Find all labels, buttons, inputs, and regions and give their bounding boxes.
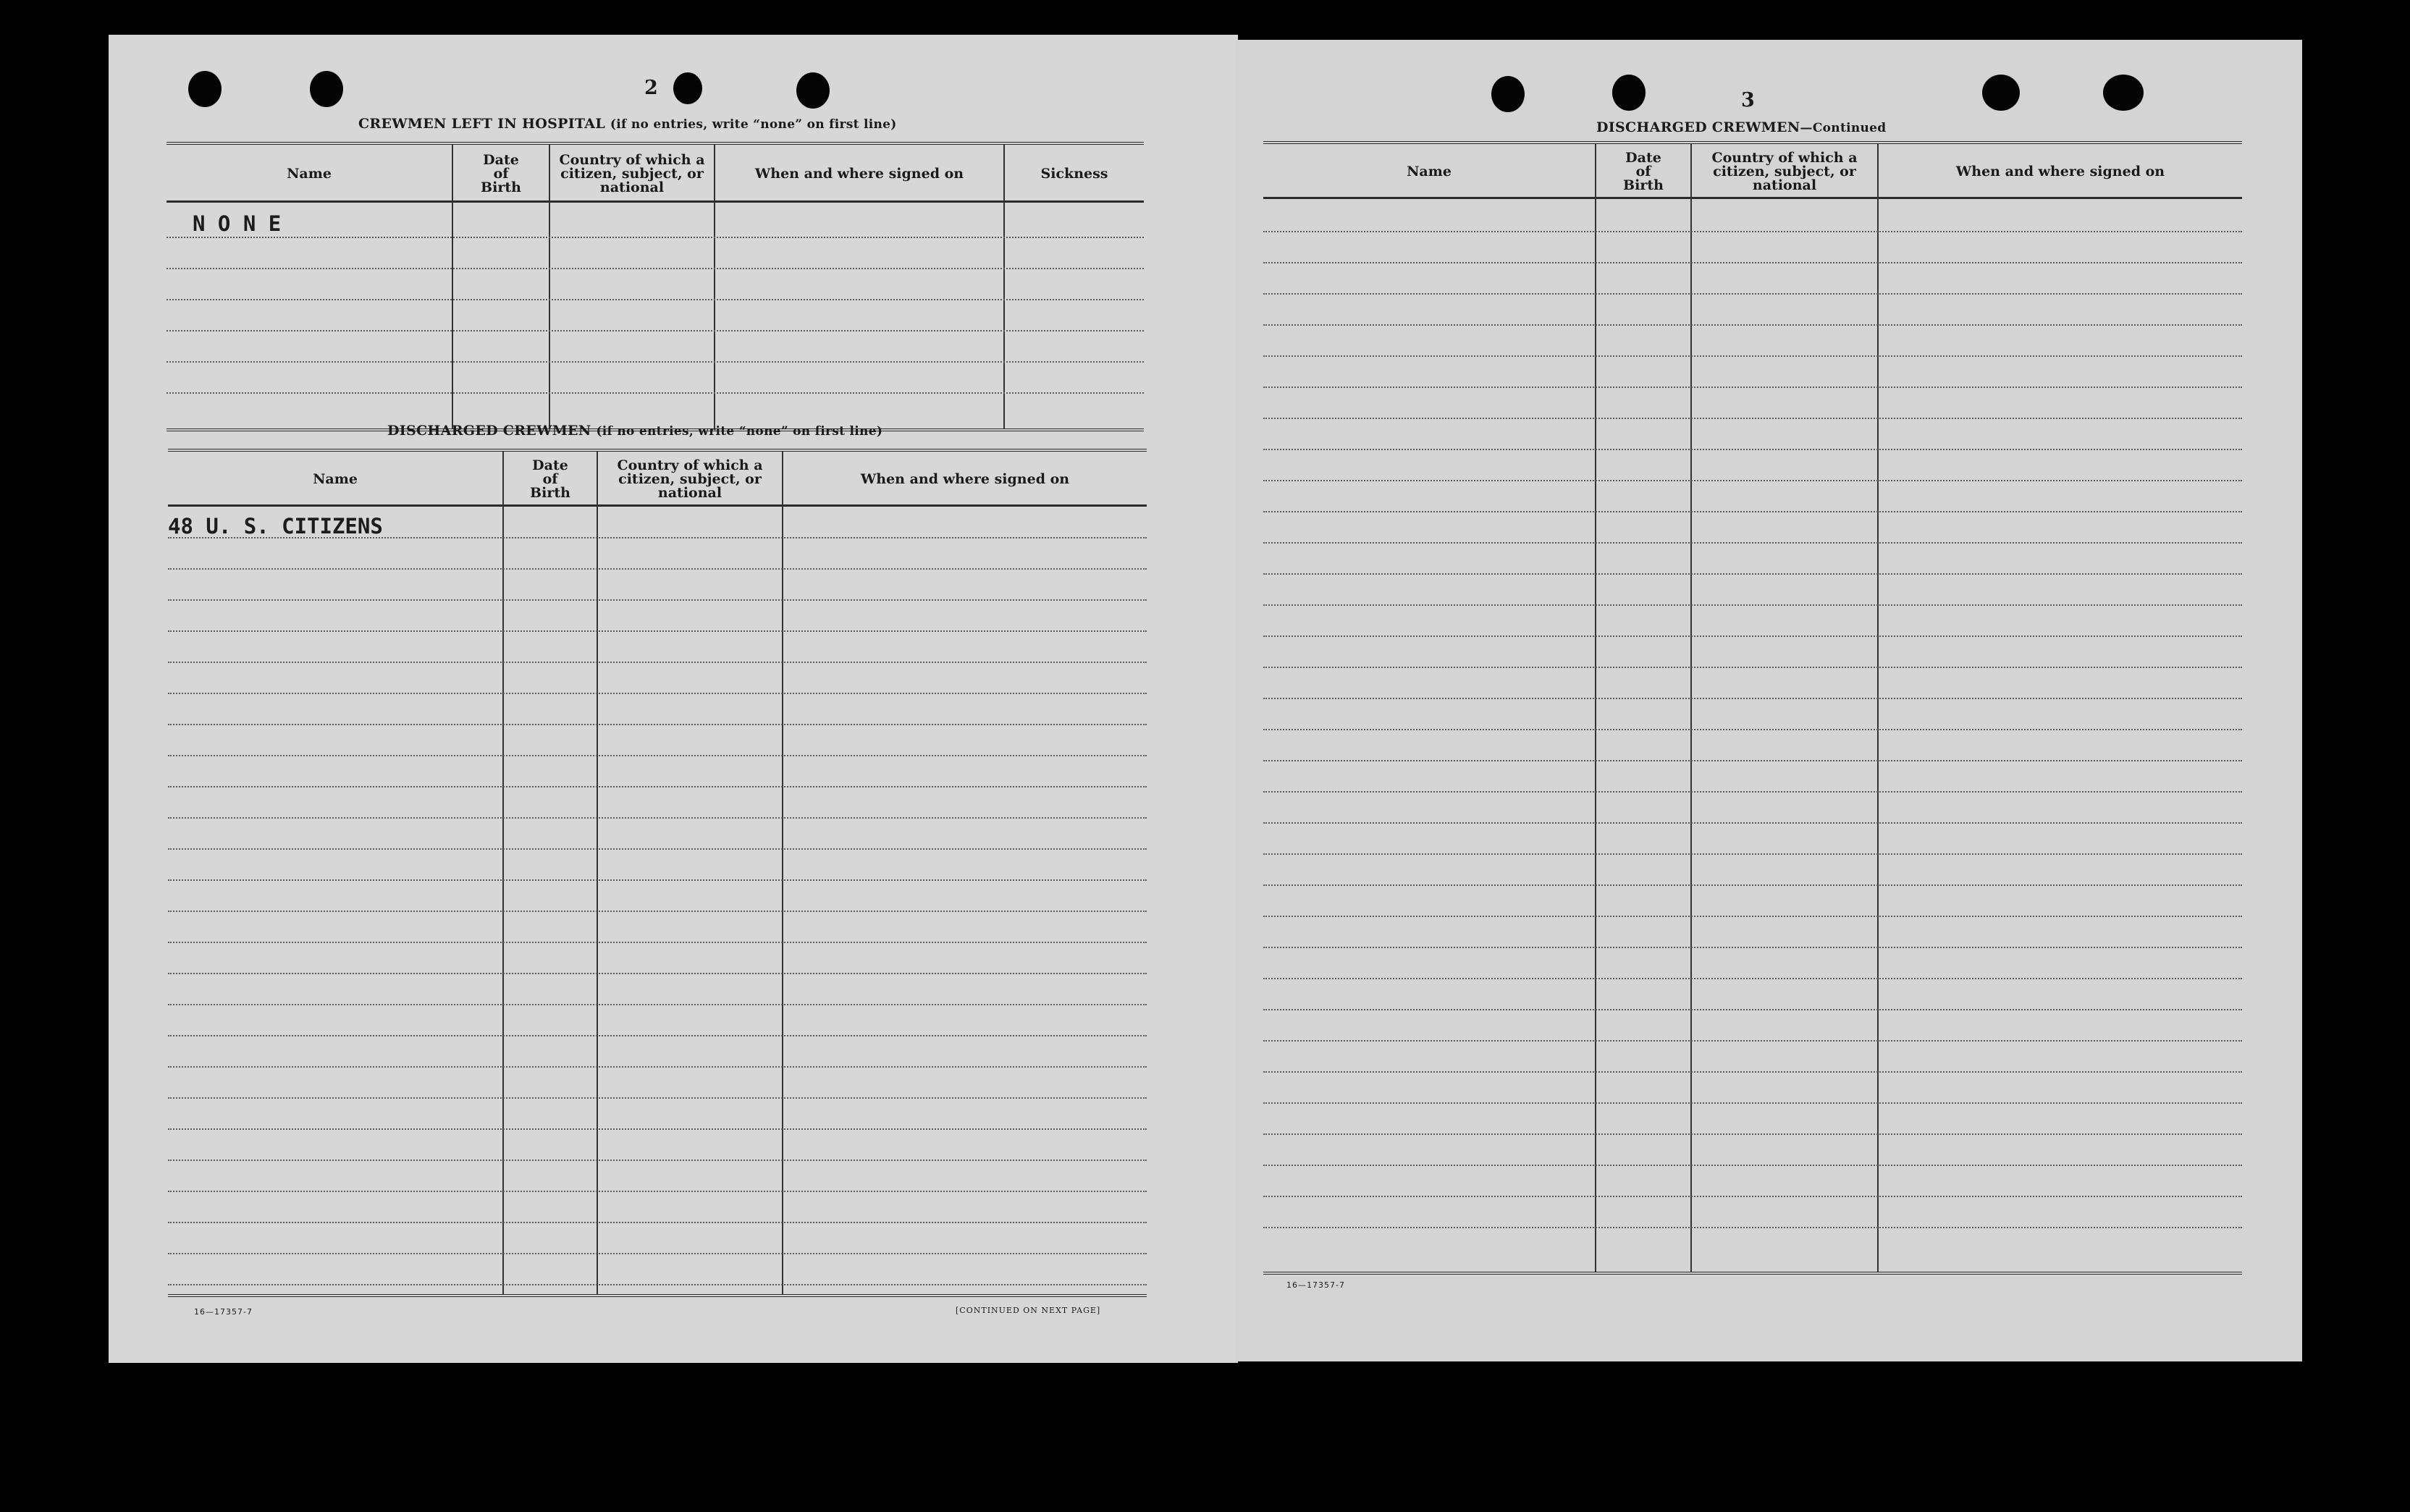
column-header-signed-on: When and where signed on xyxy=(1955,163,2165,180)
ruled-line xyxy=(168,1222,1147,1223)
section-instruction: (if no entries, write “none” on first line) xyxy=(596,424,883,439)
column-header-signed-on: When and where signed on xyxy=(754,165,964,182)
ruled-line xyxy=(1263,1040,2242,1042)
ruled-line xyxy=(168,1066,1147,1068)
discharged-continued-table xyxy=(1263,141,2242,1275)
ruled-line xyxy=(1263,1196,2242,1197)
punch-hole xyxy=(1612,75,1646,111)
ruled-line xyxy=(1263,635,2242,637)
column-header-name: Name xyxy=(287,165,332,182)
ruled-line xyxy=(1263,947,2242,948)
punch-hole xyxy=(796,72,830,109)
ruled-line xyxy=(1263,916,2242,917)
ruled-line xyxy=(1263,1102,2242,1104)
ruled-line xyxy=(168,724,1147,725)
ruled-line xyxy=(1263,511,2242,512)
ruled-line xyxy=(1263,480,2242,481)
ruled-line xyxy=(167,268,1144,269)
punch-hole xyxy=(673,72,702,104)
column-divider xyxy=(502,452,504,1294)
ruled-line xyxy=(168,693,1147,694)
ruled-line xyxy=(168,848,1147,850)
hospital-entry: N O N E xyxy=(193,211,282,236)
ruled-line xyxy=(1263,1165,2242,1166)
column-header-country: Country of which a citizen, subject, or national xyxy=(1711,149,1858,193)
ruled-line xyxy=(167,299,1144,300)
section-title-text: DISCHARGED CREWMEN xyxy=(387,423,591,439)
ruled-line xyxy=(168,942,1147,943)
section-title-text: CREWMEN LEFT IN HOSPITAL xyxy=(358,116,605,132)
ruled-line xyxy=(1263,293,2242,295)
ruled-line xyxy=(1263,667,2242,668)
punch-hole xyxy=(310,71,343,107)
discharged-table xyxy=(168,449,1147,1297)
ruled-line xyxy=(168,1253,1147,1254)
ruled-line xyxy=(1263,760,2242,761)
column-header-country: Country of which a citizen, subject, or national xyxy=(559,151,705,195)
column-divider xyxy=(782,452,783,1294)
column-header-name: Name xyxy=(1407,163,1452,180)
ruled-line xyxy=(168,755,1147,756)
ruled-line xyxy=(168,1097,1147,1099)
column-header-date-of-birth: Date of Birth xyxy=(530,457,570,501)
ruled-line xyxy=(1263,978,2242,979)
column-header-date-of-birth: Date of Birth xyxy=(1623,149,1664,193)
ruled-line xyxy=(168,630,1147,632)
punch-hole xyxy=(188,71,222,107)
right-page xyxy=(1234,40,2302,1361)
hospital-table xyxy=(167,142,1144,431)
ruled-line xyxy=(1263,231,2242,232)
ruled-line xyxy=(168,817,1147,819)
discharged-entry: 48 U. S. CITIZENS xyxy=(168,514,383,539)
left-page xyxy=(109,35,1238,1363)
column-header-sickness: Sickness xyxy=(1040,165,1108,182)
form-code: 16—17357-7 xyxy=(1286,1280,1345,1290)
ruled-line xyxy=(1263,791,2242,793)
ruled-line xyxy=(167,330,1144,331)
ruled-line xyxy=(1263,1133,2242,1135)
ruled-line xyxy=(1263,884,2242,886)
hospital-section-title xyxy=(358,116,897,132)
ruled-line xyxy=(168,1160,1147,1161)
ruled-line xyxy=(1263,262,2242,263)
ruled-line xyxy=(1263,324,2242,326)
section-title-text: DISCHARGED CREWMEN xyxy=(1596,119,1800,135)
ruled-line xyxy=(1263,698,2242,699)
column-divider xyxy=(597,452,598,1294)
ruled-line xyxy=(168,1284,1147,1285)
ruled-line xyxy=(167,237,1144,238)
column-header-country: Country of which a citizen, subject, or national xyxy=(617,457,763,501)
continued-note: [CONTINUED ON NEXT PAGE] xyxy=(956,1306,1101,1315)
ruled-line xyxy=(168,568,1147,570)
ruled-line xyxy=(168,1035,1147,1036)
ruled-line xyxy=(1263,1227,2242,1228)
ruled-line xyxy=(167,392,1144,394)
ruled-line xyxy=(1263,355,2242,357)
ruled-line xyxy=(167,361,1144,363)
column-header-name: Name xyxy=(313,470,358,487)
ruled-line xyxy=(1263,604,2242,606)
page-number: 3 xyxy=(1741,89,1755,111)
ruled-line xyxy=(168,1128,1147,1130)
punch-hole xyxy=(1982,75,2020,111)
section-title-suffix: —Continued xyxy=(1800,121,1887,135)
ruled-line xyxy=(1263,729,2242,730)
ruled-line xyxy=(1263,853,2242,855)
punch-hole xyxy=(2103,75,2144,111)
discharged-continued-title xyxy=(1596,119,1886,135)
ruled-line xyxy=(168,599,1147,601)
ruled-line xyxy=(1263,1071,2242,1073)
ruled-line xyxy=(168,973,1147,974)
section-instruction: (if no entries, write “none” on first line) xyxy=(610,117,897,132)
ruled-line xyxy=(1263,542,2242,544)
ruled-line xyxy=(168,911,1147,912)
page-number: 2 xyxy=(644,77,658,99)
ruled-line xyxy=(168,786,1147,787)
ruled-line xyxy=(1263,387,2242,388)
ruled-line xyxy=(1263,418,2242,419)
ruled-line xyxy=(168,537,1147,539)
form-code: 16—17357-7 xyxy=(194,1307,253,1317)
ruled-line xyxy=(168,1004,1147,1005)
ruled-line xyxy=(168,662,1147,663)
ruled-line xyxy=(1263,573,2242,575)
ruled-line xyxy=(168,1191,1147,1192)
ruled-line xyxy=(1263,449,2242,450)
ruled-line xyxy=(1263,822,2242,824)
discharged-section-title xyxy=(387,423,882,439)
ruled-line xyxy=(168,879,1147,881)
punch-hole xyxy=(1491,76,1525,112)
column-header-signed-on: When and where signed on xyxy=(860,470,1070,487)
ruled-line xyxy=(1263,1009,2242,1010)
column-header-date-of-birth: Date of Birth xyxy=(481,151,521,195)
